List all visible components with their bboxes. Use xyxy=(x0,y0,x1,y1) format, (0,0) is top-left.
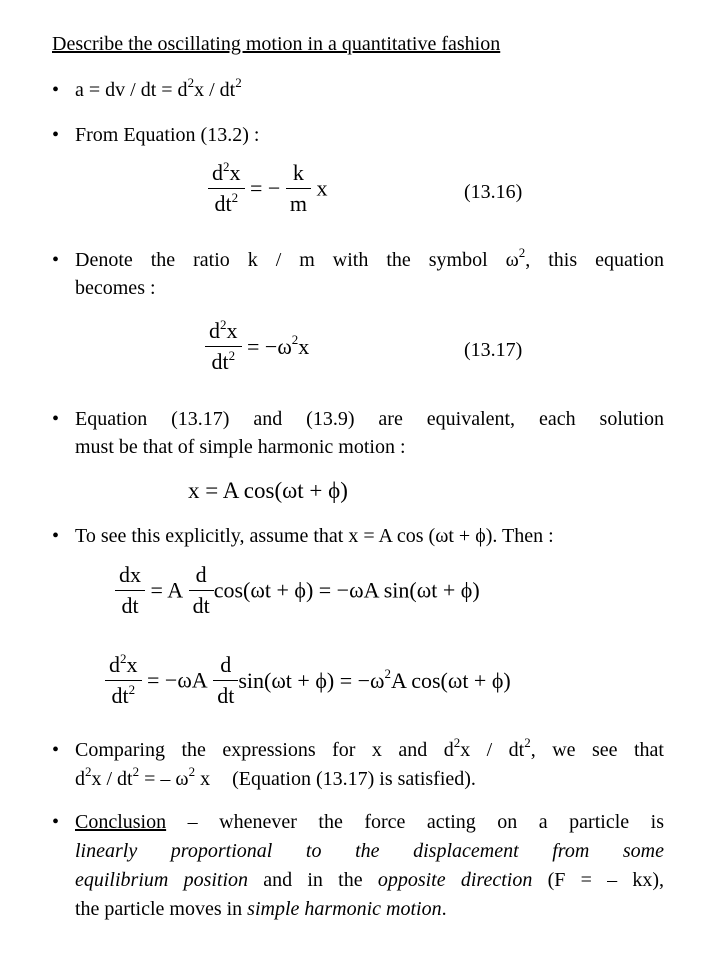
denote-ratio-line1: Denote the ratio k / m with the symbol $\omega^2$, this equation xyxy=(75,245,664,271)
comparing-line2: $d^2x / dt^2$ = – $\omega^2$ x (Equation (13.17) is satisfied). xyxy=(75,764,476,790)
conclusion-line4: the particle moves in simple harmonic motion. xyxy=(75,898,447,920)
conclusion-line2: linearly proportional to the displacement from some xyxy=(75,840,664,862)
equation-label-13-17: (13.17) xyxy=(464,339,523,361)
second-derivative-equation: $\frac{d^2x}{dt^2}$ = −ωA $\frac{d}{dt}$ $\sin(\omega t + \phi) = -\omega^2A$ cos(ωt + ϕ) xyxy=(105,652,511,709)
bullet-dot: • xyxy=(52,79,60,101)
bullet-dot: • xyxy=(52,739,60,761)
equation-label-13-16: (13.16) xyxy=(464,181,523,203)
solution-equation: x = A cos(ωt + ϕ) xyxy=(188,478,348,503)
denote-ratio-line2: becomes : xyxy=(75,277,156,299)
page-heading: Describe the oscillating motion in a quantitative fashion xyxy=(52,33,501,55)
first-derivative-equation: $\frac{dx}{dt}$ = A $\frac{d}{dt}$ cos(ωt + ϕ) = −ωA sin(ωt + ϕ) xyxy=(115,562,480,619)
equation-13-17: $\frac{d^2x}{dt^2}$ = $-\omega^2x$ xyxy=(205,318,309,375)
comparing-line1: Comparing the expressions for x and $d^2x / dt^2$, we see that xyxy=(75,735,664,761)
bullet-dot: • xyxy=(52,408,60,430)
equivalent-line1: Equation (13.17) and (13.9) are equivalent, each solution xyxy=(75,408,664,430)
explicit-assumption: To see this explicitly, assume that x = A cos (ωt + ϕ). Then : xyxy=(75,525,554,547)
bullet-dot: • xyxy=(52,525,60,547)
from-equation-text: From Equation (13.2) : xyxy=(75,124,260,146)
bullet-dot: • xyxy=(52,249,60,271)
conclusion-line1: Conclusion – whenever the force acting on a particle is xyxy=(75,811,664,833)
bullet-dot: • xyxy=(52,811,60,833)
conclusion-line3: equilibrium position and in the opposite direction (F = – kx), xyxy=(75,869,664,891)
equivalent-line2: must be that of simple harmonic motion : xyxy=(75,436,406,458)
acceleration-definition: a = dv / dt = $d^2x / dt^2$ xyxy=(75,75,242,101)
equation-13-16: $\frac{d^2x}{dt^2}$ = − $\frac{k}{m}$ x xyxy=(208,160,327,217)
bullet-dot: • xyxy=(52,124,60,146)
